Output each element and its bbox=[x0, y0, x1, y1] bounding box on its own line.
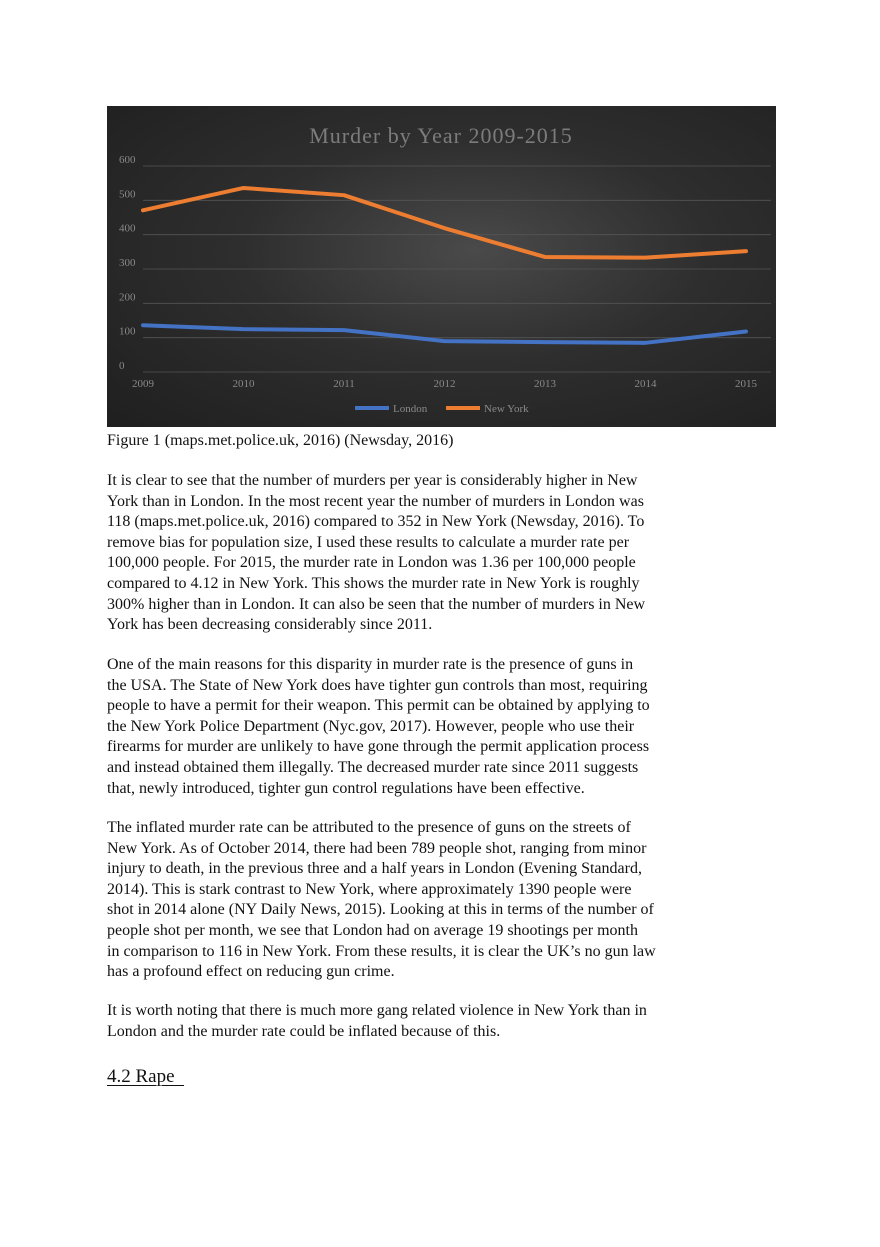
paragraph-line: 2014). This is stark contrast to New York, where approximately 1390 people were bbox=[107, 880, 632, 898]
chart-title: Murder by Year 2009-2015 bbox=[309, 123, 573, 148]
paragraph-line: The inflated murder rate can be attributed to the presence of guns on the streets of bbox=[107, 819, 631, 836]
murder-chart bbox=[107, 106, 776, 427]
paragraph-line: shot in 2014 alone (NY Daily News, 2015). Looking at this in terms of the number of bbox=[107, 901, 654, 919]
paragraph-line: 300% higher than in London. It can also be seen that the number of murders in New bbox=[107, 595, 646, 613]
paragraph-shootings bbox=[107, 818, 727, 983]
legend-label: London bbox=[393, 403, 428, 415]
paragraph-line: and instead obtained them illegally. The decreased murder rate since 2011 suggests bbox=[107, 758, 639, 776]
paragraph-line: the USA. The State of New York does have tighter gun controls than most, requiring bbox=[107, 676, 648, 694]
paragraph-line: It is clear to see that the number of murders per year is considerably higher in New bbox=[107, 472, 638, 489]
x-tick-label: 2011 bbox=[333, 378, 355, 390]
series-line-london bbox=[143, 325, 746, 343]
murder-chart-svg bbox=[107, 106, 776, 427]
paragraph-line: people shot per month, we see that London had on average 19 shootings per month bbox=[107, 921, 638, 939]
y-tick-label: 0 bbox=[119, 360, 125, 372]
paragraph-line: has a profound effect on reducing gun crime. bbox=[107, 963, 395, 981]
paragraph-line: injury to death, in the previous three and a half years in London (Evening Standard, bbox=[107, 860, 642, 878]
paragraph-murder-comparison bbox=[107, 471, 727, 636]
x-tick-label: 2015 bbox=[735, 378, 757, 390]
x-tick-label: 2009 bbox=[132, 378, 154, 390]
paragraph-gang-violence bbox=[107, 1001, 727, 1042]
x-tick-label: 2010 bbox=[232, 378, 255, 390]
y-tick-label: 200 bbox=[119, 291, 136, 304]
paragraph-line: that, newly introduced, tighter gun control regulations have been effective. bbox=[107, 779, 585, 797]
legend-label: New York bbox=[484, 403, 529, 415]
paragraph-gun-presence bbox=[107, 655, 727, 799]
section-heading: 4.2 Rape bbox=[107, 1066, 185, 1087]
paragraph-line: firearms for murder are unlikely to have gone through the permit application process bbox=[107, 738, 650, 756]
paragraph-line: York has been decreasing considerably since 2011. bbox=[107, 616, 433, 634]
paragraph-line: the New York Police Department (Nyc.gov, 2017). However, people who use their bbox=[107, 717, 635, 735]
y-tick-label: 500 bbox=[119, 188, 136, 201]
series-line-new-york bbox=[143, 188, 746, 258]
x-tick-label: 2012 bbox=[433, 378, 456, 390]
y-tick-label: 100 bbox=[119, 325, 136, 338]
paragraph-line: 100,000 people. For 2015, the murder rate in London was 1.36 per 100,000 people bbox=[107, 554, 636, 572]
x-tick-label: 2013 bbox=[534, 378, 556, 390]
paragraph-line: remove bias for population size, I used these results to calculate a murder rate per bbox=[107, 533, 630, 551]
figure-caption: Figure 1 (maps.met.police.uk, 2016) (Newsday, 2016) bbox=[107, 432, 454, 449]
paragraph-line: 118 (maps.met.police.uk, 2016) compared to 352 in New York (Newsday, 2016). To bbox=[107, 513, 645, 531]
paragraph-line: in comparison to 116 in New York. From these results, it is clear the UK’s no gun law bbox=[107, 942, 656, 960]
paragraph-line: One of the main reasons for this disparity in murder rate is the presence of guns in bbox=[107, 656, 634, 673]
y-tick-label: 600 bbox=[119, 154, 136, 166]
paragraph-line: London and the murder rate could be inflated because of this. bbox=[107, 1022, 501, 1040]
paragraph-line: New York. As of October 2014, there had been 789 people shot, ranging from minor bbox=[107, 839, 647, 857]
paragraph-line: It is worth noting that there is much more gang related violence in New York than in bbox=[107, 1002, 647, 1019]
y-tick-label: 400 bbox=[119, 222, 136, 235]
paragraph-line: compared to 4.12 in New York. This shows the murder rate in New York is roughly bbox=[107, 574, 640, 592]
x-tick-label: 2014 bbox=[634, 378, 657, 390]
y-tick-label: 300 bbox=[119, 257, 136, 269]
paragraph-line: people to have a permit for their weapon. This permit can be obtained by applying to bbox=[107, 697, 650, 715]
paragraph-line: York than in London. In the most recent year the number of murders in London was bbox=[107, 492, 644, 510]
